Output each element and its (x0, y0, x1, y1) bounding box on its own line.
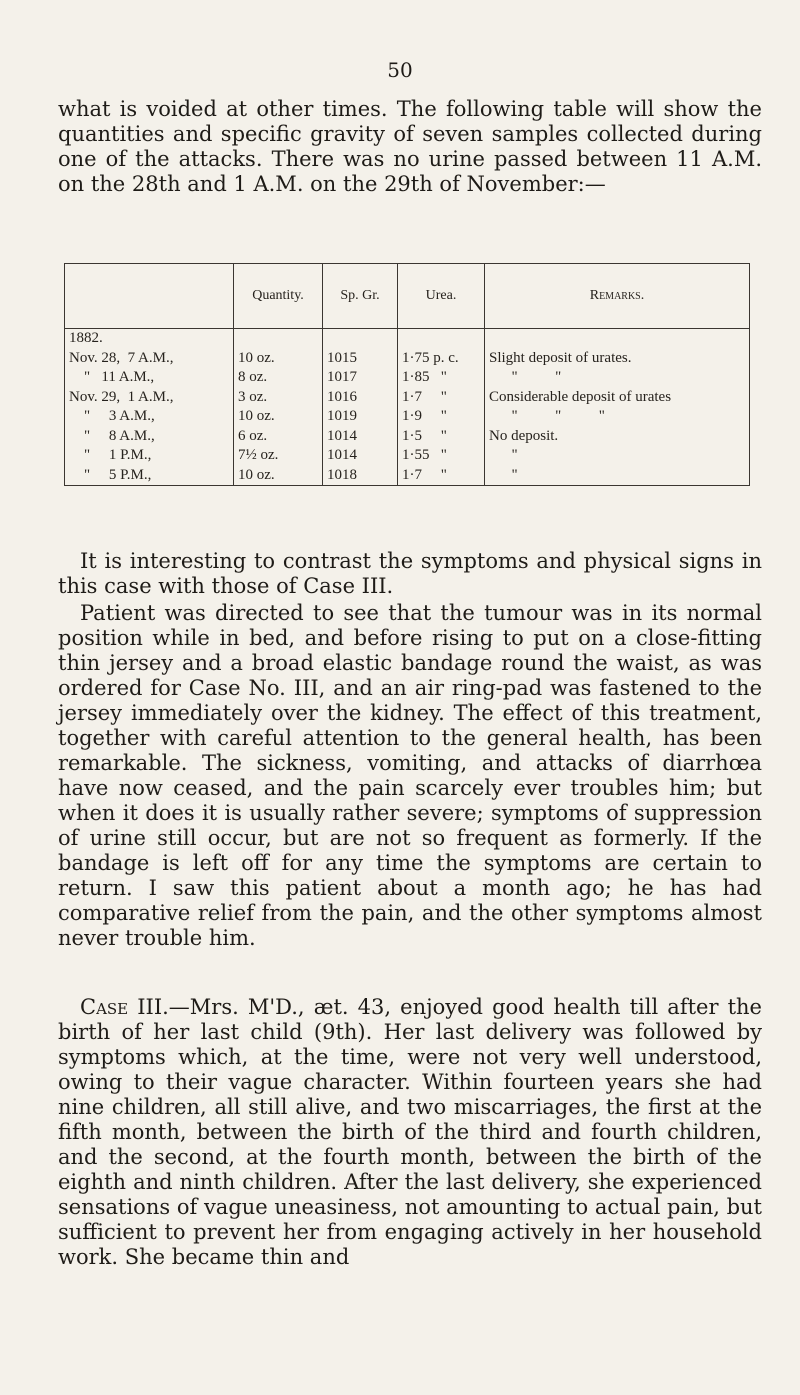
date-cell: " 8 A.M., (65, 427, 234, 447)
contrast-paragraph: It is interesting to contrast the symptoms and physical signs in this case with those of Case III. (58, 549, 762, 598)
urine-samples-table (64, 263, 750, 486)
header-sp-gr: Sp. Gr. (323, 264, 398, 329)
quantity-cell: 10 oz. (234, 407, 323, 427)
quantity-cell: 3 oz. (234, 388, 323, 408)
urea-cell: 1·75 p. c. (398, 349, 485, 369)
table-row (65, 349, 750, 369)
year-cell: 1882. (65, 329, 234, 349)
case-three-paragraph (58, 995, 762, 1270)
quantity-cell: 8 oz. (234, 368, 323, 388)
table-row (65, 329, 750, 349)
header-urea: Urea. (398, 264, 485, 329)
date-cell: Nov. 29, 1 A.M., (65, 388, 234, 408)
urea-cell: 1·7 " (398, 466, 485, 486)
sp-gr-cell: 1018 (323, 466, 398, 486)
urea-cell: 1·55 " (398, 446, 485, 466)
remarks-cell: Slight deposit of urates. (485, 349, 750, 369)
quantity-cell: 10 oz. (234, 349, 323, 369)
remarks-cell: No deposit. (485, 427, 750, 447)
remarks-cell: " (485, 466, 750, 486)
intro-paragraph: what is voided at other times. The following table will show the quantities and specific gravity of seven samples collected during one of the attacks. There was no urine passed between 11 A.M. on the 28th and 1 A.M. on the 29th of November:— (58, 97, 762, 196)
sp-gr-cell: 1014 (323, 446, 398, 466)
quantity-cell: 10 oz. (234, 466, 323, 486)
remarks-cell: " " " (485, 407, 750, 427)
sp-gr-cell: 1016 (323, 388, 398, 408)
page-number: 50 (387, 58, 413, 82)
table-row (65, 466, 750, 486)
remarks-cell: " " (485, 368, 750, 388)
table-row (65, 446, 750, 466)
date-cell: " 1 P.M., (65, 446, 234, 466)
header-date (65, 264, 234, 329)
urea-cell: 1·5 " (398, 427, 485, 447)
table-row (65, 388, 750, 408)
header-quantity: Quantity. (234, 264, 323, 329)
urea-cell: 1·9 " (398, 407, 485, 427)
sp-gr-cell: 1015 (323, 349, 398, 369)
date-cell: " 11 A.M., (65, 368, 234, 388)
date-cell: " 3 A.M., (65, 407, 234, 427)
sp-gr-cell: 1017 (323, 368, 398, 388)
quantity-cell: 6 oz. (234, 427, 323, 447)
sp-gr-cell: 1014 (323, 427, 398, 447)
quantity-cell: 7½ oz. (234, 446, 323, 466)
date-cell: " 5 P.M., (65, 466, 234, 486)
case-heading: Case III. (80, 995, 169, 1019)
case-text: —Mrs. M'D., æt. 43, enjoyed good health till after the birth of her last child (9th). Her last delivery was followed by symptoms which, at the time, were not very well understood, owing to their vague character. Within fourteen years she had nine children, all still alive, and two miscarriages, the first at the fifth month, between the birth of the third and fourth children, and the second, at the fourth month, between the birth of the eighth and ninth children. After the last delivery, she experienced sensations of vague uneasiness, not amounting to actual pain, but sufficient to prevent her from engaging actively in her household work. She became thin and (58, 995, 762, 1269)
table-header-row (65, 264, 750, 329)
table-row (65, 407, 750, 427)
header-remarks: Remarks. (485, 264, 750, 329)
date-cell: Nov. 28, 7 A.M., (65, 349, 234, 369)
sp-gr-cell: 1019 (323, 407, 398, 427)
remarks-cell: " (485, 446, 750, 466)
table-row (65, 427, 750, 447)
urea-cell: 1·85 " (398, 368, 485, 388)
treatment-paragraph: Patient was directed to see that the tumour was in its normal position while in bed, and before rising to put on a close-fitting thin jersey and a broad elastic bandage round the waist, as was ordered for Case No. III, and an air ring-pad was fastened to the jersey immediately over the kidney. The effect of this treatment, together with careful attention to the general health, has been remarkable. The sickness, vomiting, and attacks of diarrhœa have now ceased, and the pain scarcely ever troubles him; but when it does it is usually rather severe; symptoms of suppression of urine still occur, but are not so frequent as formerly. If the bandage is left off for any time the symptoms are certain to return. I saw this patient about a month ago; he has had comparative relief from the pain, and the other symptoms almost never trouble him. (58, 601, 762, 950)
urea-cell: 1·7 " (398, 388, 485, 408)
remarks-cell: Considerable deposit of urates (485, 388, 750, 408)
table-row (65, 368, 750, 388)
